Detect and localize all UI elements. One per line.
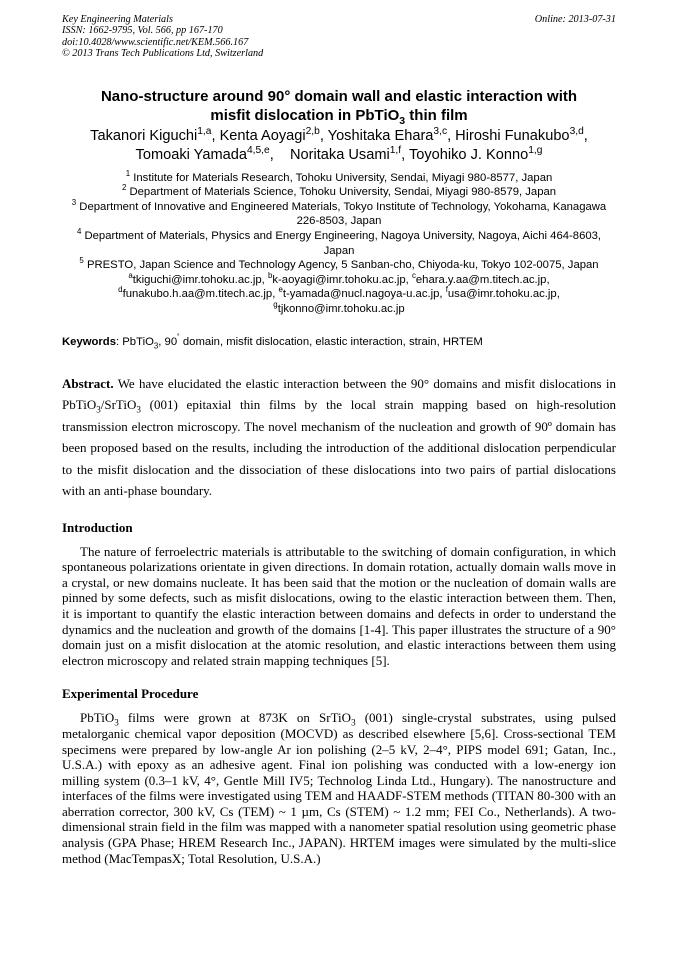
abstract-label: Abstract. bbox=[62, 375, 114, 391]
email-line-2 bbox=[62, 287, 616, 302]
email-address[interactable]: funakubo.h.aa@m.titech.ac.jp, bbox=[122, 288, 279, 301]
email-mark: b bbox=[267, 271, 273, 281]
email-address[interactable]: ehara.y.aa@m.titech.ac.jp, bbox=[415, 273, 550, 286]
email-mark: a bbox=[128, 271, 133, 281]
author-name: Kenta Aoyagi bbox=[219, 127, 306, 144]
introduction-paragraph: The nature of ferroelectric materials is attributable to the switching of domain configuration, in which spontaneous polarizations orientate in given directions. In domain rotation, actually domain walls move in a crystal, or new domains nucleate. It has been said that the motion or the nucleation of domain walls are pinned by some defects, such as misfit dislocations, owing to the elastic interaction between them. Then, it is important to quantify the elastic interaction between domains and defects in order to understand the dynamics and the nucleation and growth of the domains [1-4]. This paper illustrates the structure of a 90° domain just on a misfit dislocation at the atomic resolution, and elastic interactions between them using electron microscopy and related strain mapping techniques [5]. bbox=[62, 543, 616, 668]
email-address[interactable]: usa@imr.tohoku.ac.jp, bbox=[447, 288, 560, 301]
affil-text: Department of Materials, Physics and Energy Engineering, Nagoya University, Nagoya, Aichi 464-8603, Japan bbox=[81, 230, 602, 257]
journal-header bbox=[62, 14, 616, 60]
author-sep: , bbox=[583, 127, 588, 144]
email-mark: g bbox=[273, 300, 278, 310]
experimental-text: (001) single-crystal substrates, using pulsed metalorganic chemical vapor deposition (MOCVD) as described elsewhere [5,6]. Cross-sectional TEM specimens were prepared by low-angle Ar ion polishing (2–5 kV, 2–4°, PIPS model 691; Gatan, Inc., U.S.A.) with epoxy as an adhesive agent. Final ion polishing was conducted with a low-energy ion milling system (0.3–1 kV, 4°, Gentle Mill IV5; Technolog Linda Ltd., Hungary). The nanostructure and interfaces of the films were investigated using TEM and HAADF-STEM methods (TITAN 80-300 with an aberration corrector, 300 kV, Cs (TEM) ~ 1 µm, Cs (STEM) ~ 1.2 mm; FEI Co., Netherlands). A two-dimensional strain field in the film was mapped with a nanometer spatial resolution using geometric phase analysis (GPA Phase; HREM Research Inc., JAPAN). HRTEM images were simulated by the multi-slice method (MacTempasX; Total Resolution, U.S.A.) bbox=[62, 710, 616, 866]
journal-name: Key Engineering Materials bbox=[62, 14, 173, 25]
author-name: Hiroshi Funakubo bbox=[455, 127, 570, 144]
keywords-label: Keywords bbox=[62, 335, 116, 348]
keywords-text: : PbTiO bbox=[116, 335, 154, 348]
abstract bbox=[62, 373, 616, 502]
title-text: misfit dislocation in PbTiO bbox=[210, 106, 400, 124]
author-list bbox=[62, 127, 616, 165]
affil-number: 1 bbox=[125, 168, 131, 178]
author-line-1 bbox=[62, 127, 616, 146]
abstract-text: We have elucidated the elastic interaction between the 90° domains and misfit dislocations in PbTiO bbox=[62, 375, 616, 413]
author-affil-mark: 1,a bbox=[197, 125, 212, 137]
keywords-text: domain, misfit dislocation, elastic interaction, strain, HRTEM bbox=[179, 335, 483, 348]
experimental-text: PbTiO bbox=[80, 710, 115, 726]
affil-number: 2 bbox=[121, 183, 127, 193]
author-affil-mark: 1,f bbox=[389, 144, 402, 156]
issn-line: ISSN: 1662-9795, Vol. 566, pp 167-170 bbox=[62, 25, 223, 37]
introduction-heading: Introduction bbox=[62, 519, 133, 535]
affil-number: 3 bbox=[71, 198, 77, 208]
email-mark: d bbox=[118, 285, 123, 295]
keywords-subscript: 3 bbox=[153, 340, 159, 350]
email-address[interactable]: tkiguchi@imr.tohoku.ac.jp, bbox=[132, 273, 268, 286]
keywords-degree: ˚ bbox=[177, 332, 180, 342]
email-line-3 bbox=[62, 302, 616, 317]
affil-text: Department of Innovative and Engineered Materials, Tokyo Institute of Technology, Yokohama, Kanagawa 226-8503, Japan bbox=[76, 200, 607, 228]
author-affil-mark: 4,5,e bbox=[246, 144, 270, 156]
affiliation-4 bbox=[62, 229, 616, 258]
author-affil-mark: 2,b bbox=[305, 125, 320, 137]
affil-number: 4 bbox=[76, 227, 82, 237]
author-sep: , bbox=[401, 146, 409, 163]
online-date: Online: 2013-07-31 bbox=[534, 14, 616, 25]
author-name: Tomoaki Yamada bbox=[135, 146, 247, 163]
doi-line: doi:10.4028/www.scientific.net/KEM.566.167 bbox=[62, 36, 249, 48]
experimental-heading: Experimental Procedure bbox=[62, 686, 199, 702]
email-address[interactable]: tjkonno@imr.tohoku.ac.jp bbox=[277, 302, 405, 315]
abstract-subscript: 3 bbox=[136, 404, 141, 415]
author-name: Noritaka Usami bbox=[289, 146, 390, 163]
experimental-text: films were grown at 873K on SrTiO bbox=[118, 710, 352, 726]
abstract-text: /SrTiO bbox=[100, 397, 137, 413]
affil-number: 5 bbox=[79, 256, 84, 266]
affil-text: Department of Materials Science, Tohoku University, Sendai, Miyagi 980-8579, Japan bbox=[126, 186, 557, 199]
email-address[interactable]: t-yamada@nucl.nagoya-u.ac.jp, bbox=[282, 288, 446, 301]
author-line-2 bbox=[62, 146, 616, 165]
copyright-line: © 2013 Trans Tech Publications Ltd, Switzerland bbox=[62, 48, 264, 60]
author-sep: , bbox=[447, 127, 456, 144]
affiliation-5 bbox=[62, 258, 616, 273]
email-line-1 bbox=[62, 273, 616, 288]
title-line-2 bbox=[62, 106, 616, 125]
paper-page bbox=[62, 14, 616, 866]
email-address[interactable]: k-aoyagi@imr.tohoku.ac.jp, bbox=[272, 273, 412, 286]
affil-text: PRESTO, Japan Science and Technology Agency, 5 Sanban-cho, Chiyoda-ku, Tokyo 102-0075, Japan bbox=[83, 259, 599, 272]
title-text-end: thin film bbox=[405, 106, 468, 124]
abstract-subscript: 3 bbox=[96, 404, 101, 415]
author-sep: , bbox=[269, 146, 290, 163]
affiliation-1 bbox=[62, 168, 616, 186]
keywords-text: , 90 bbox=[158, 335, 178, 348]
email-mark: f bbox=[445, 285, 448, 295]
author-sep: , bbox=[319, 127, 328, 144]
author-name: Takanori Kiguchi bbox=[90, 127, 198, 144]
affil-text: Institute for Materials Research, Tohoku University, Sendai, Miyagi 980-8577, Japan bbox=[130, 171, 553, 184]
email-mark: c bbox=[411, 271, 416, 281]
author-affil-mark: 1,g bbox=[528, 144, 543, 156]
keywords bbox=[62, 332, 616, 350]
title-subscript: 3 bbox=[399, 114, 406, 127]
title-line-1: Nano-structure around 90° domain wall and elastic interaction with bbox=[100, 87, 578, 105]
author-affil-mark: 3,c bbox=[433, 125, 448, 137]
affiliation-3 bbox=[62, 200, 616, 229]
abstract-text: (001) epitaxial thin films by the local strain mapping based on high-resolution transmission electron microscopy. The novel mechanism of the nucleation and growth of 90º domain has been proposed based on the results, including the introduction of the additional dislocation perpendicular to the misfit dislocation and the dissociation of these dislocations into two pairs of partial dislocations with an anti-phase boundary. bbox=[62, 397, 616, 499]
affiliation-2 bbox=[62, 185, 616, 200]
experimental-subscript: 3 bbox=[114, 717, 119, 728]
author-sep: , bbox=[211, 127, 220, 144]
experimental-subscript: 3 bbox=[351, 717, 356, 728]
paper-title bbox=[62, 87, 616, 125]
experimental-paragraph bbox=[62, 710, 616, 866]
email-mark: e bbox=[278, 285, 283, 295]
author-affil-mark: 3,d bbox=[569, 125, 584, 137]
author-name: Yoshitaka Ehara bbox=[327, 127, 434, 144]
affiliations bbox=[62, 168, 616, 317]
author-name: Toyohiko J. Konno bbox=[408, 146, 529, 163]
